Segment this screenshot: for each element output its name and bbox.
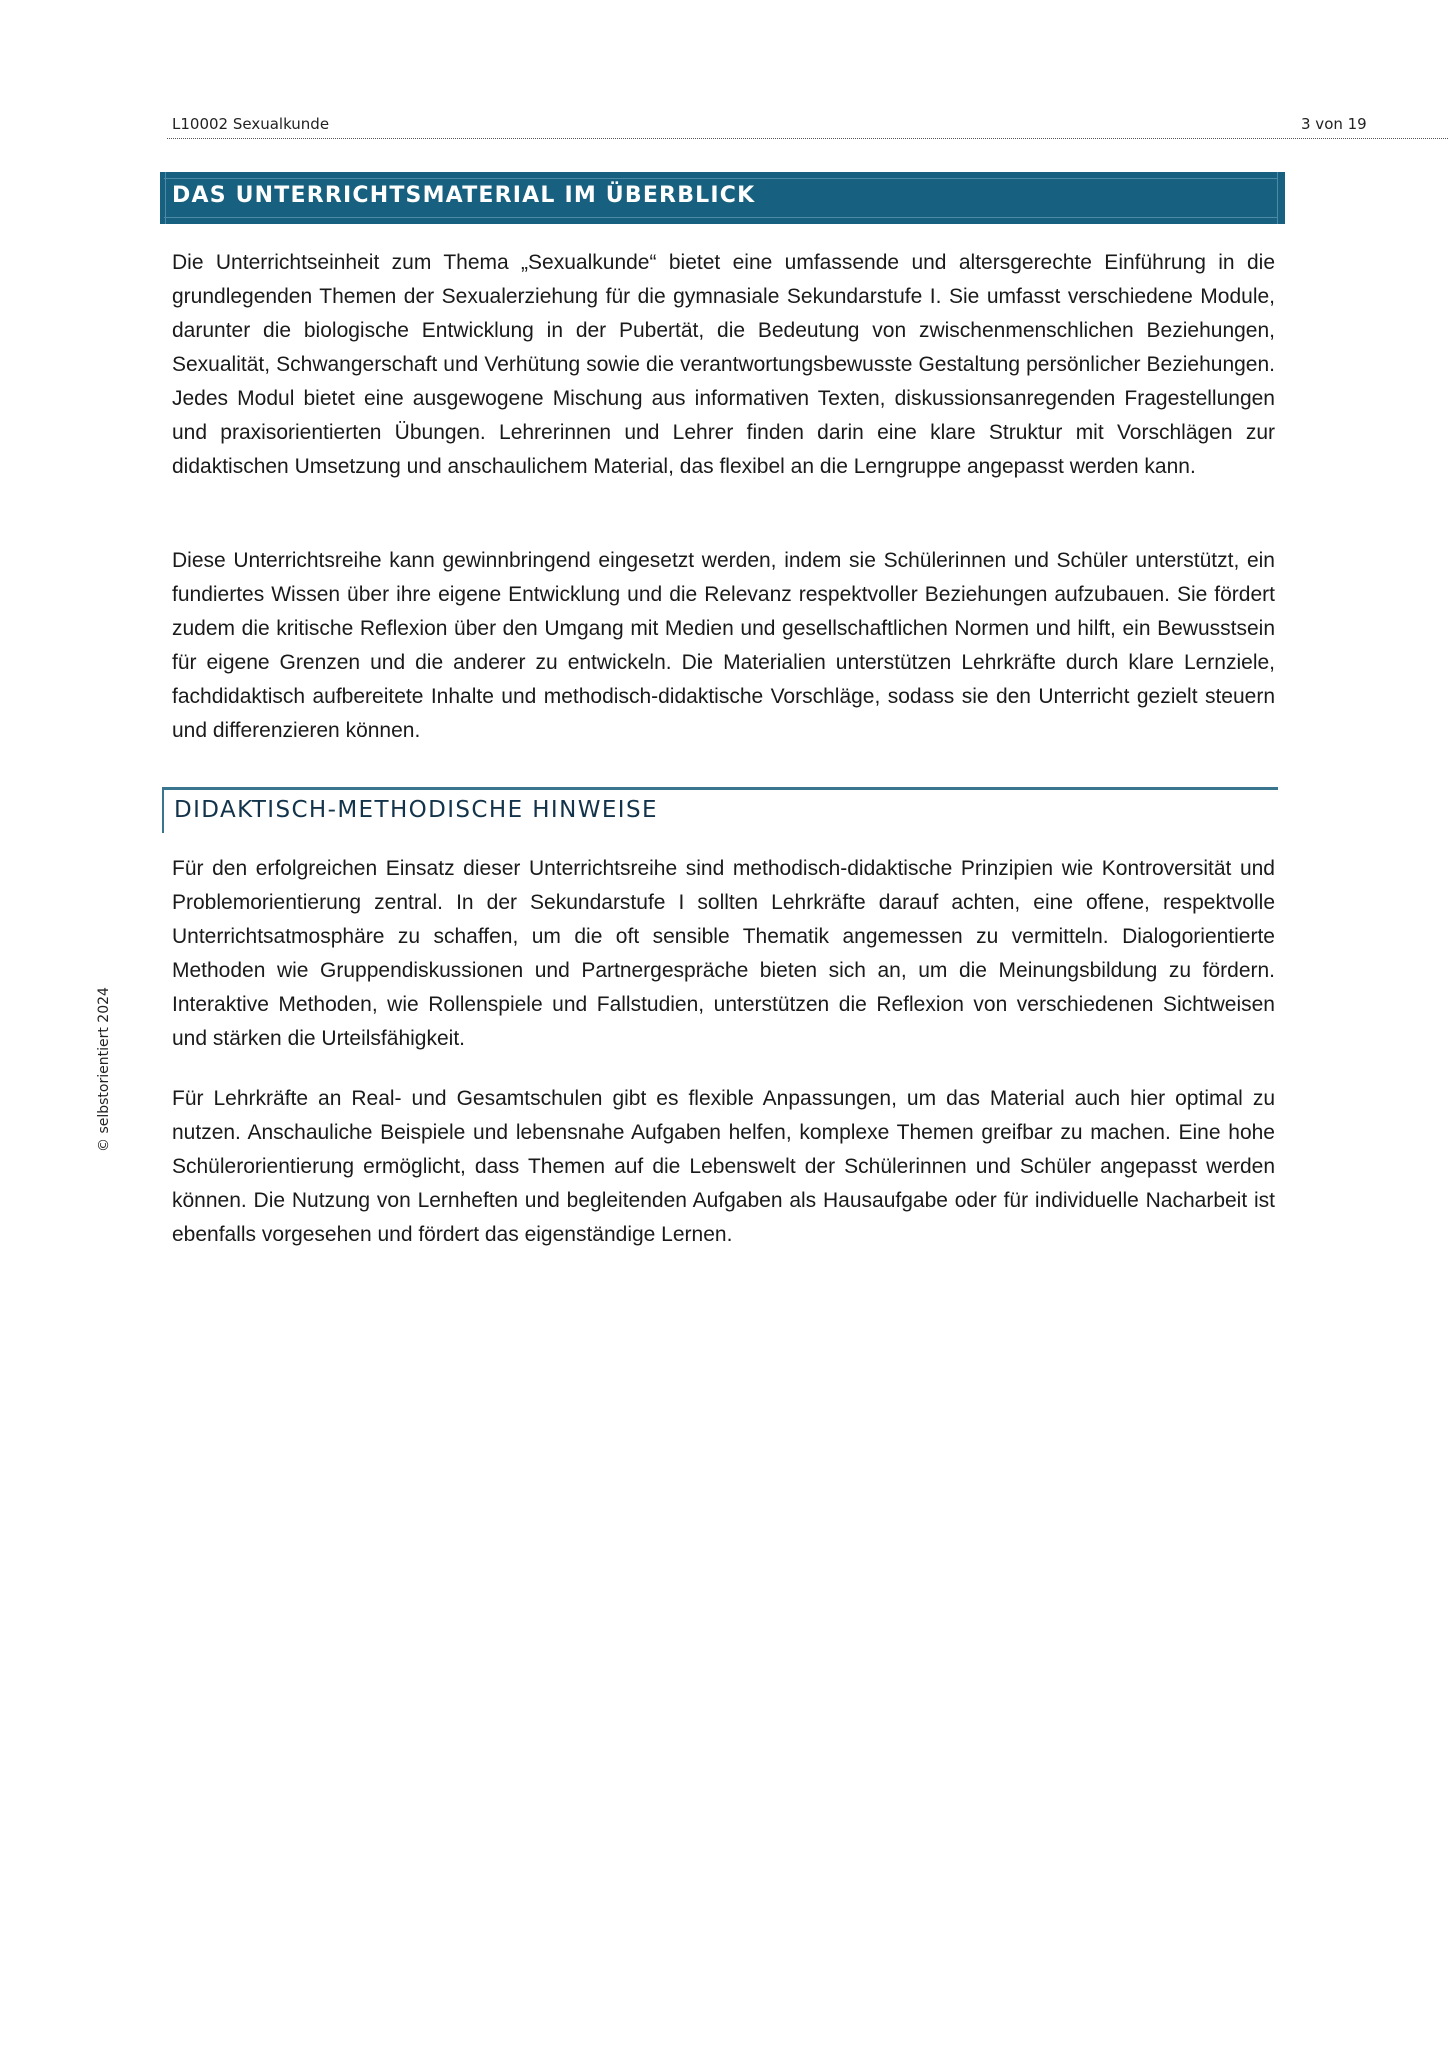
copyright-notice: © selbstorientiert 2024 bbox=[96, 987, 112, 1152]
section-title-didactic: DIDAKTISCH-METHODISCHE HINWEISE bbox=[174, 797, 658, 823]
overview-paragraph-1: Die Unterrichtseinheit zum Thema „Sexualkunde“ bietet eine umfassende und altersgerechte Einführung in die grundlegenden Themen der Sexualerziehung für die gymnasiale Sekundarstufe I. Sie umfasst verschiedene Module, darunter die biologische Entwicklung in der Pubertät, die Bedeutung von zwischenmenschlichen Beziehungen, Sexualität, Schwangerschaft und Verhütung sowie die verantwortungsbewusste Gestaltung persönlicher Beziehungen. Jedes Modul bietet eine ausgewogene Mischung aus informativen Texten, diskussionsanregenden Fragestellungen und praxisorientierten Übungen. Lehrerinnen und Lehrer finden darin eine klare Struktur mit Vorschlägen zur didaktischen Umsetzung und anschaulichem Material, das flexibel an die Lerngruppe angepasst werden kann. bbox=[172, 251, 1275, 478]
page-header bbox=[167, 112, 1448, 139]
section-banner-overview bbox=[160, 172, 1285, 224]
didactic-paragraph-2: Für Lehrkräfte an Real- und Gesamtschulen gibt es flexible Anpassungen, um das Material auch hier optimal zu nutzen. Anschauliche Beispiele und lebensnahe Aufgaben helfen, komplexe Themen greifbar zu machen. Eine hohe Schülerorientierung ermöglicht, dass Themen auf die Lebenswelt der Schülerinnen und Schüler angepasst werden können. Die Nutzung von Lernheften und begleitenden Aufgaben als Hausaufgabe oder für individuelle Nacharbeit ist ebenfalls vorgesehen und fördert das eigenständige Lernen. bbox=[172, 1087, 1275, 1246]
overview-paragraph-2: Diese Unterrichtsreihe kann gewinnbringend eingesetzt werden, indem sie Schülerinnen und Schüler unterstützt, ein fundiertes Wissen über ihre eigene Entwicklung und die Relevanz respektvoller Beziehungen aufzubauen. Sie fördert zudem die kritische Reflexion über den Umgang mit Medien und gesellschaftlichen Normen und hilft, ein Bewusstsein für eigene Grenzen und die anderer zu entwickeln. Die Materialien unterstützen Lehrkräfte durch klare Lernziele, fachdidaktisch aufbereitete Inhalte und methodisch-didaktische Vorschläge, sodass sie den Unterricht gezielt steuern und differenzieren können. bbox=[172, 549, 1275, 742]
didactic-paragraph-1: Für den erfolgreichen Einsatz dieser Unterrichtsreihe sind methodisch-didaktische Prinzipien wie Kontroversität und Problemorientierung zentral. In der Sekundarstufe I sollten Lehrkräfte darauf achten, eine offene, respektvolle Unterrichtsatmosphäre zu schaffen, um die oft sensible Thematik angemessen zu vermitteln. Dialogorientierte Methoden wie Gruppendiskussionen und Partnergespräche bieten sich an, um die Meinungsbildung zu fördern. Interaktive Methoden, wie Rollenspiele und Fallstudien, unterstützen die Reflexion von verschiedenen Sichtweisen und stärken die Urteilsfähigkeit. bbox=[172, 857, 1275, 1050]
document-title: L10002 Sexualkunde bbox=[172, 115, 330, 133]
section-title-overview: DAS UNTERRICHTSMATERIAL IM ÜBERBLICK bbox=[172, 183, 756, 208]
section-heading-didactic bbox=[162, 787, 1278, 833]
page-number: 3 von 19 bbox=[1301, 115, 1367, 133]
